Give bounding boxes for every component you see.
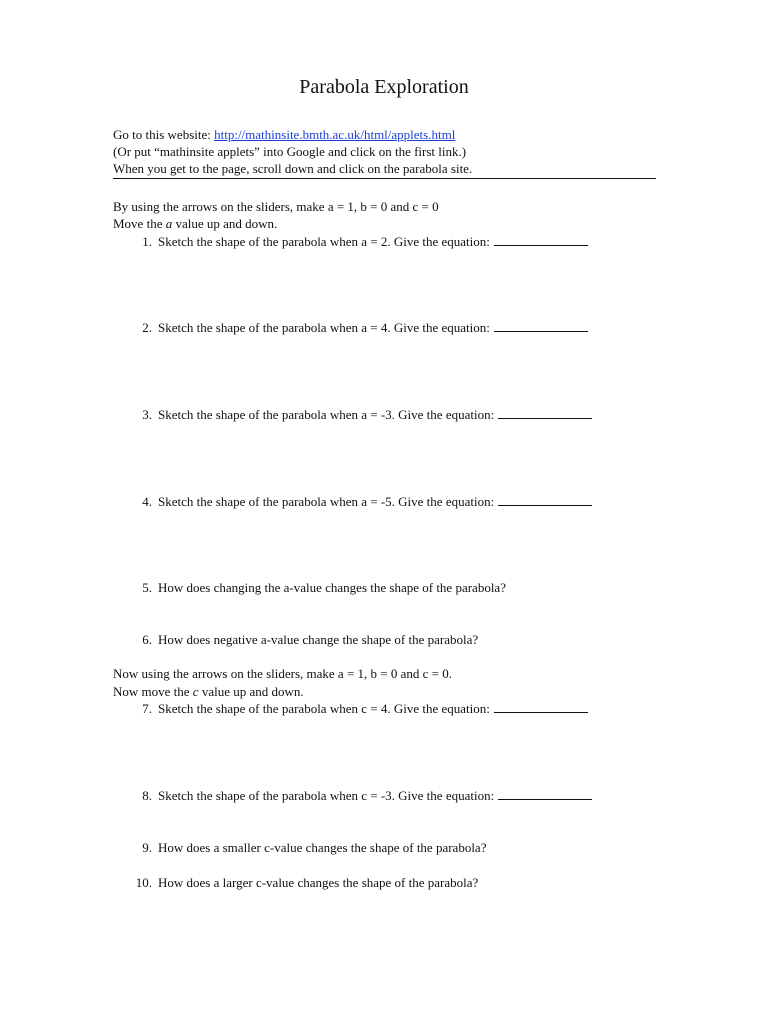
question-3: [113, 406, 673, 423]
question-1: [113, 233, 673, 250]
question-number: 9.: [142, 840, 152, 855]
question-text: Sketch the shape of the parabola when a = 2. Give the equation:: [158, 234, 490, 249]
question-2: [113, 319, 673, 336]
question-6: [113, 631, 673, 648]
question-4: [113, 493, 673, 510]
question-text: How does a larger c-value changes the shape of the parabola?: [158, 875, 479, 890]
answer-blank[interactable]: [498, 406, 592, 419]
answer-blank[interactable]: [494, 319, 588, 332]
question-number: 5.: [142, 580, 152, 595]
move-instruction-1: [113, 215, 277, 232]
move-suffix-1: value up and down.: [172, 216, 278, 231]
answer-blank[interactable]: [494, 700, 588, 713]
question-5: [113, 579, 673, 596]
question-9: [113, 839, 673, 856]
question-text: Sketch the shape of the parabola when a = -5. Give the equation:: [158, 494, 495, 509]
question-number: 2.: [142, 320, 152, 335]
question-text: How does negative a-value change the shape of the parabola?: [158, 632, 479, 647]
question-number: 8.: [142, 788, 152, 803]
question-8: [113, 787, 673, 804]
question-10: [113, 874, 673, 891]
slider-instruction-2: Now using the arrows on the sliders, make a = 1, b = 0 and c = 0.: [113, 666, 452, 681]
answer-blank[interactable]: [498, 493, 592, 506]
answer-blank[interactable]: [498, 787, 592, 800]
move-var-2: c: [192, 684, 199, 699]
website-prefix: Go to this website:: [113, 127, 215, 142]
question-number: 4.: [142, 494, 152, 509]
question-text: Sketch the shape of the parabola when a = -3. Give the equation:: [158, 407, 495, 422]
question-number: 1.: [142, 234, 152, 249]
move-var-1: a: [165, 216, 173, 231]
move-prefix-2: Now move the: [113, 684, 193, 699]
question-number: 7.: [142, 701, 152, 716]
google-note: (Or put “mathinsite applets” into Google and click on the first link.): [113, 144, 467, 159]
website-instruction: [113, 126, 455, 143]
question-7: [113, 700, 673, 717]
page-note: When you get to the page, scroll down and click on the parabola site.: [113, 161, 473, 176]
question-text: Sketch the shape of the parabola when a = 4. Give the equation:: [158, 320, 490, 335]
page-title: Parabola Exploration: [299, 76, 469, 98]
move-suffix-2: value up and down.: [198, 684, 304, 699]
answer-blank[interactable]: [494, 233, 588, 246]
move-prefix-1: Move the: [113, 216, 166, 231]
slider-instruction-1: By using the arrows on the sliders, make a = 1, b = 0 and c = 0: [113, 199, 439, 214]
question-text: Sketch the shape of the parabola when c = 4. Give the equation:: [158, 701, 490, 716]
question-number: 3.: [142, 407, 152, 422]
question-text: How does a smaller c-value changes the shape of the parabola?: [158, 840, 487, 855]
question-text: How does changing the a-value changes the shape of the parabola?: [158, 580, 506, 595]
question-text: Sketch the shape of the parabola when c = -3. Give the equation:: [158, 788, 495, 803]
divider: [113, 178, 656, 179]
question-number: 10.: [135, 875, 152, 890]
website-link[interactable]: http://mathinsite.bmth.ac.uk/html/applets.html: [214, 127, 456, 142]
move-instruction-2: [113, 683, 304, 700]
question-number: 6.: [142, 632, 152, 647]
